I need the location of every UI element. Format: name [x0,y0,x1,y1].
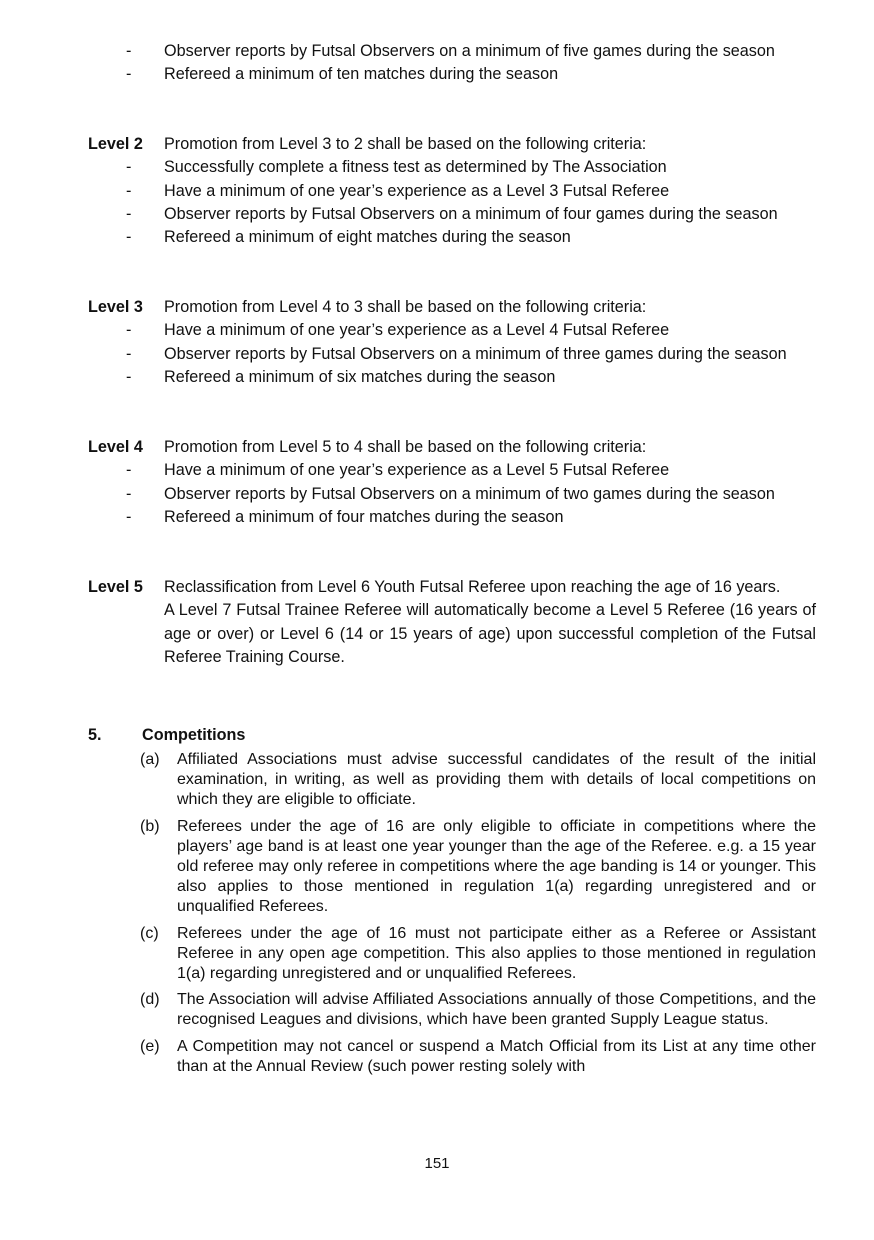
list-item: - Have a minimum of one year’s experience as a Level 5 Futsal Referee [88,459,816,482]
level-5-text-2: A Level 7 Futsal Trainee Referee will automatically become a Level 5 Referee (16 years of age or over) or Level 6 (14 or 15 years of age) upon successful completion of the Futsal Referee Training Course. [164,601,816,666]
level-heading [88,133,816,156]
list-item [88,750,816,811]
page-number: 151 [424,1155,450,1172]
level-5-paragraph [88,576,816,669]
list-item [88,924,816,985]
list-item: - Refereed a minimum of eight matches during the season [88,226,816,249]
level-heading [88,296,816,319]
item-key: (a) [140,751,160,768]
level-4-block [88,436,816,529]
list-item [88,990,816,1030]
list-item [88,817,816,918]
level-5-block [88,576,816,669]
item-key: (c) [140,924,159,942]
list-item: - Have a minimum of one year’s experience as a Level 4 Futsal Referee [88,319,816,342]
level-3-block [88,296,816,389]
list-item: - Observer reports by Futsal Observers on a minimum of three games during the season [88,343,816,366]
list-item: - Observer reports by Futsal Observers on a minimum of two games during the season [88,483,816,506]
item-text: Referees under the age of 16 must not participate either as a Referee or Assistant Referee in any open age competition. This also applies to those mentioned in regulation 1(a) regarding unregistered and or unqualified Referees. [177,924,816,983]
list-item [88,1037,816,1077]
list-item: - Refereed a minimum of ten matches during the season [88,63,816,86]
level-label: Level 5 [88,578,143,596]
level-label: Level 4 [88,438,143,456]
section-title: Competitions [142,726,246,744]
level-heading [88,436,816,459]
level-label: Level 2 [88,135,143,153]
item-text: The Association will advise Affiliated Associations annually of those Competitions, and the recognised Leagues and divisions, which have been granted Supply League status. [177,991,816,1029]
item-text: Referees under the age of 16 are only eligible to officiate in competitions where the players’ age band is at least one year younger than the age of the Referee. e.g. a 15 year old referee may only referee in competitions where the age banding is 14 or younger. This also applies to those mentioned in regulation 1(a) regarding unregistered and or unqualified Referees. [177,817,816,916]
level-2-block [88,133,816,249]
section-number: 5. [88,726,102,744]
item-key: (b) [140,817,160,835]
level-5-text-1: Reclassification from Level 6 Youth Futsal Referee upon reaching the age of 16 years. [164,578,781,596]
item-text: A Competition may not cancel or suspend a Match Official from its List at any time other than at the Annual Review (such power resting solely with [177,1037,816,1075]
item-text: Affiliated Associations must advise successful candidates of the result of the initial examination, in writing, as well as providing them with details of local competitions on which they are eligible to officiate. [177,751,816,809]
list-item: - Have a minimum of one year’s experience as a Level 3 Futsal Referee [88,180,816,203]
level-heading-text: Promotion from Level 3 to 2 shall be based on the following criteria: [164,135,647,153]
list-item: - Refereed a minimum of six matches during the season [88,366,816,389]
item-key: (d) [140,991,160,1009]
intro-list [88,40,816,87]
item-key: (e) [140,1037,160,1055]
competitions-list [88,750,816,1083]
list-item: - Observer reports by Futsal Observers on a minimum of five games during the season [88,40,816,63]
list-item: - Successfully complete a fitness test as determined by The Association [88,156,816,179]
level-heading-text: Promotion from Level 5 to 4 shall be based on the following criteria: [164,438,647,456]
list-item: - Refereed a minimum of four matches during the season [88,506,816,529]
level-heading-text: Promotion from Level 4 to 3 shall be based on the following criteria: [164,298,647,316]
list-item: - Observer reports by Futsal Observers on a minimum of four games during the season [88,203,816,226]
level-label: Level 3 [88,298,143,316]
